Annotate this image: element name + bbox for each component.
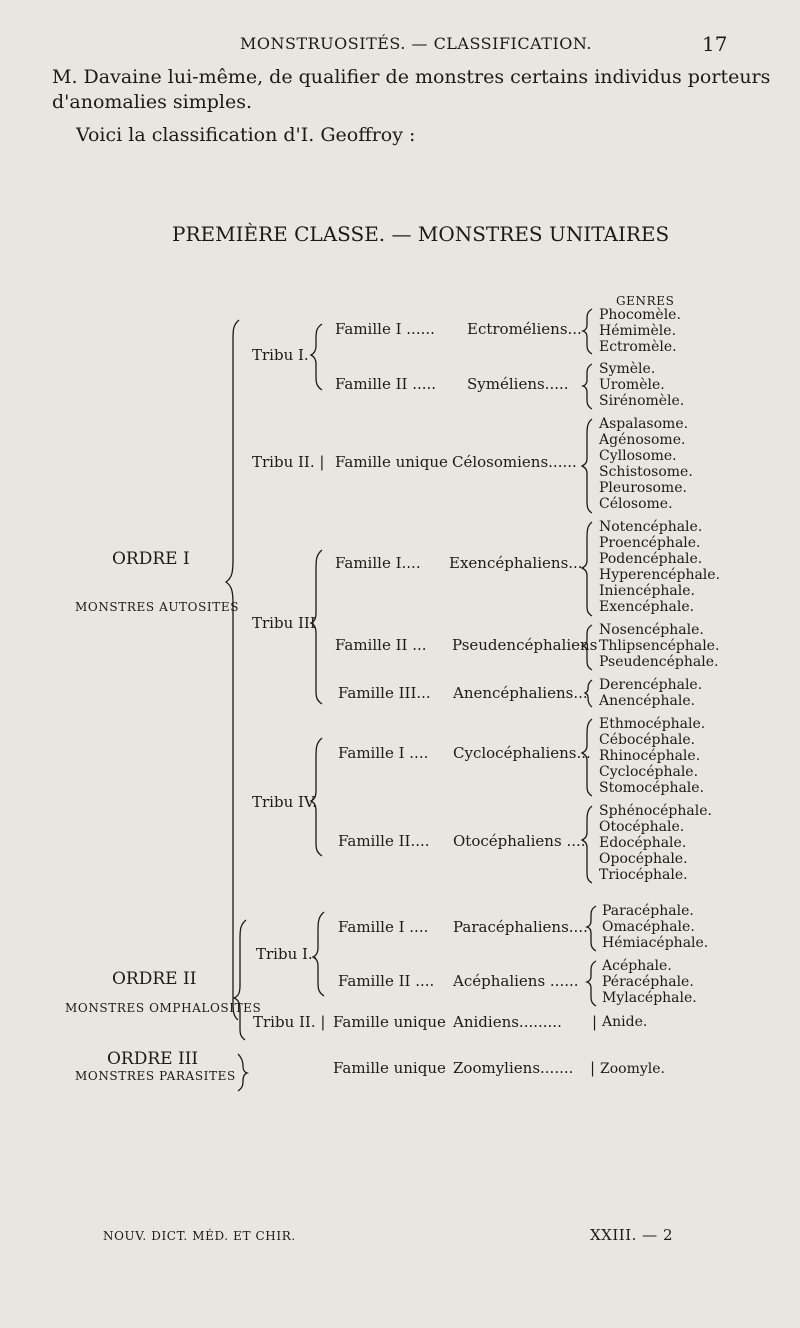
genre: Sphénocéphale. — [599, 803, 712, 819]
family-label: Famille II .... — [338, 972, 435, 990]
family-group: Cyclocéphaliens... — [453, 744, 591, 762]
family-label: Famille II ..... — [335, 375, 437, 393]
tribu-label: Tribu II. | — [252, 453, 325, 471]
genre: Paracéphale. — [602, 903, 694, 919]
family-group: Zoomyliens....... — [453, 1059, 574, 1077]
family-label: Famille I.... — [335, 554, 421, 572]
tribu-label: Tribu I.. — [256, 945, 318, 963]
page-number: 17 — [702, 32, 728, 56]
genre: Cébocéphale. — [599, 732, 696, 748]
genre-brace — [587, 906, 596, 951]
order-name: ORDRE II — [112, 969, 197, 989]
genre: Anide. — [602, 1014, 648, 1030]
genre-brace — [583, 625, 592, 670]
family-group: Exencéphaliens... — [449, 554, 583, 572]
tribu-label: Tribu I. — [252, 346, 309, 364]
genre-brace — [582, 419, 592, 513]
genre: Mylacéphale. — [602, 990, 697, 1006]
tribu-brace — [311, 550, 322, 704]
family-group: Ectroméliens... — [467, 320, 582, 338]
genre-brace — [583, 309, 592, 354]
genre: Pseudencéphale. — [599, 654, 719, 670]
genre: Hyperencéphale. — [599, 567, 721, 583]
genre: Stomocéphale. — [599, 780, 705, 796]
separator-bar: | — [590, 1059, 596, 1077]
order-subtitle: MONSTRES PARASITES — [75, 1069, 236, 1083]
family-group: Otocéphaliens .... — [453, 832, 586, 850]
family-group: Célosomiens...... — [452, 453, 577, 471]
genre: Triocéphale. — [599, 867, 688, 883]
genres-header: GENRES — [616, 294, 675, 308]
genre: Phocomèle. — [599, 307, 681, 323]
family-label: Famille I ...... — [335, 320, 435, 338]
family-label: Famille unique — [333, 1059, 446, 1077]
table-title: PREMIÈRE CLASSE. — MONSTRES UNITAIRES — [172, 222, 670, 246]
tribu-brace — [311, 738, 322, 856]
tribu-brace — [313, 912, 324, 996]
order-brace — [238, 1054, 247, 1091]
order-name: ORDRE I — [112, 549, 190, 569]
family-label: Famille III... — [338, 684, 431, 702]
footer-left: NOUV. DICT. MÉD. ET CHIR. — [103, 1229, 296, 1243]
genre: Anencéphale. — [599, 693, 696, 709]
tribu-label: Tribu III — [252, 614, 316, 632]
genre: Derencéphale. — [599, 677, 703, 693]
family-label: Famille unique — [333, 1013, 446, 1031]
footer-right: XXIII. — 2 — [590, 1226, 673, 1244]
genre: Omacéphale. — [602, 919, 695, 935]
separator-bar: | — [592, 1013, 598, 1031]
family-group: Pseudencéphaliens — [452, 636, 598, 654]
family-group: Syméliens..... — [467, 375, 569, 393]
family-label: Famille unique — [335, 453, 448, 471]
tribu-label: Tribu IV. — [252, 793, 317, 811]
genre: Opocéphale. — [599, 851, 688, 867]
tribu-label: Tribu II. | — [253, 1013, 326, 1031]
family-label: Famille I .... — [338, 744, 429, 762]
genre: Célosome. — [599, 496, 673, 512]
genre: Agénosome. — [599, 432, 686, 448]
running-title: MONSTRUOSITÉS. — CLASSIFICATION. — [240, 34, 592, 53]
genre-brace — [582, 522, 592, 616]
genre: Ethmocéphale. — [599, 716, 706, 732]
family-group: Anidiens......... — [453, 1013, 562, 1031]
order-subtitle: MONSTRES AUTOSITES — [75, 600, 240, 614]
intro-line-3: Voici la classification d'I. Geoffroy : — [76, 124, 416, 146]
intro-line-1: M. Davaine lui-même, de qualifier de monstres certains individus porteurs — [52, 66, 771, 88]
genre-brace — [587, 961, 596, 1006]
family-group: Paracéphaliens.... — [453, 918, 588, 936]
order-brace — [234, 920, 246, 1040]
genre: Acéphale. — [602, 958, 672, 974]
genre: Péracéphale. — [602, 974, 694, 990]
order-subtitle: MONSTRES OMPHALOSITES — [65, 1001, 262, 1015]
genre: Thlipsencéphale. — [599, 638, 720, 654]
genre: Iniencéphale. — [599, 583, 695, 599]
family-label: Famille II ... — [335, 636, 427, 654]
genre: Hémimèle. — [599, 323, 677, 339]
genre: Edocéphale. — [599, 835, 687, 851]
genre-brace — [583, 364, 592, 409]
genre: Uromèle. — [599, 377, 665, 393]
genre: Pleurosome. — [599, 480, 687, 496]
genre: Zoomyle. — [600, 1061, 665, 1077]
family-label: Famille I .... — [338, 918, 429, 936]
family-group: Anencéphaliens... — [453, 684, 588, 702]
intro-line-2: d'anomalies simples. — [52, 91, 253, 113]
genre: Cyclocéphale. — [599, 764, 699, 780]
tribu-brace — [311, 324, 322, 390]
genre-brace — [585, 680, 592, 707]
genre: Rhinocéphale. — [599, 748, 701, 764]
genre: Symèle. — [599, 361, 656, 377]
genre: Aspalasome. — [599, 416, 689, 432]
order-name: ORDRE III — [107, 1049, 199, 1069]
genre: Cyllosome. — [599, 448, 677, 464]
family-label: Famille II.... — [338, 832, 430, 850]
genre: Ectromèle. — [599, 339, 677, 355]
genre: Sirénomèle. — [599, 393, 685, 409]
genre: Exencéphale. — [599, 599, 695, 615]
family-group: Acéphaliens ...... — [453, 972, 579, 990]
genre: Nosencéphale. — [599, 622, 704, 638]
genre: Hémiacéphale. — [602, 935, 709, 951]
genre: Notencéphale. — [599, 519, 703, 535]
genre-brace — [582, 719, 592, 796]
genre: Otocéphale. — [599, 819, 685, 835]
genre-brace — [582, 806, 592, 883]
genre: Proencéphale. — [599, 535, 701, 551]
genre: Podencéphale. — [599, 551, 703, 567]
order-brace — [226, 320, 239, 1020]
genre: Schistosome. — [599, 464, 693, 480]
